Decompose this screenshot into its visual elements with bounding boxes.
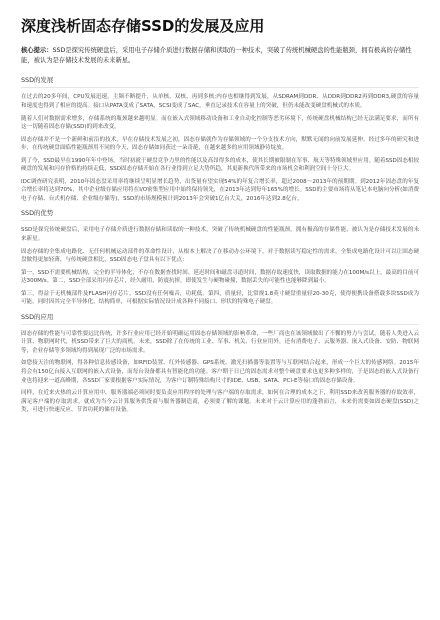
paragraph: 固态存储并不是一个新鲜和前沿的技术，早在存储技术发展之初，固态存储就作为存储领域的一个分支技术方向，默默无闻的向前发展延伸。经过多年的研究和进步，在传统硬盘面临性能瓶颈用不同的今天，固态存储如同获过一朵奇葩，在越来越多的应用领域静待绽放。 [21,136,419,152]
paragraph: SSD是探究传统硬盘后，采用电子存储介质进行数据存储和读取的一种技术，突破了传统机械硬盘的性能瓶颈，拥有极高的存储性能，被认为是存储技术发展的未来新星。 [21,227,419,242]
section-heading: SSD的应用 [21,312,419,325]
section-ssd-development [21,75,419,203]
paragraph: 随着人们对数据需求增多，存储系统的瓶颈越来越明显。而在嵌入式领域移动设备和工业自动化控制等恶劣环境下，传统硬盘机械结构已经无法满足要求，而所有这一切随着固态存储(SSD)的到来改变。 [21,115,419,131]
summary-text: SSD是探究传统硬盘后，采用电子存储介质进行数据存储和读取的一种技术，突破了传统机械硬盘的性能瓶颈，拥有极高的存储性能，被认为是存储技术发展的未来新星。 [21,47,412,65]
paragraph: 同样，在近来火热的云计算应用中，服务器端必须同时要负责应用程序的处理与客户端的存取需求，如何在合理的成本之下，利用SSD来改善服务器的存取效率，满足客户端的存取需求，就成为当今云计算服务供货商与服务器制造商，必须要了解的课题。未来对于云计算应用的蓬勃而言，未来仍需要如固态硬盘(SSD)之类，可进行快速反应、节省功耗的储存设备。 [21,390,419,414]
paragraph: 固态存储的全集成电路化、无任何机械运动部件的革命性设计，从根本上解决了在移动办公环境下，对于数据读写稳定性的需求。全集成电路化设计可以让固态硬盘做得更加轻薄，与传统硬盘相比，SSD固态电子盘具有以下优点： [21,248,419,264]
paragraph: 到了今，SSD最早在1990年年中登场，当时初就于硬盘竞争力里的性能以及高昂得多的成本，使其长期被限制在军事、航天等特殊领域里应用。随着SSD固态相较硬盘的发展和闪存价格的持续走低，SSD固态存储开始在各行业得到立足大势所趋，其更新换代所带来的市场机会和利润空间十分巨大。 [21,157,419,173]
section-ssd-applications [21,312,419,415]
section-heading: SSD的优势 [21,208,419,221]
paragraph: 第三，得益于无机械部件及FLASH闪存芯片，SSD没有任何噪音，功耗低。第四，质量轻，比常规1.8英寸硬盘重量轻20-30克，使得便携设备搭载多块SSD成为可能。同时因其完全半导体化，结构简单，可根据实际情况设计成各种不同接口、形状的特殊电子硬盘。 [21,290,419,306]
paragraph: IDC调查研究表明，2010年固态盘采用率将继续呈明显增长趋势，出货量有望实现54%的年复合增长率，超过2008～2013年的预期期。到2012年固态盘的年复合增长率将达到70%，其中企业级存储应用将在I/O密集型应用中始终保持领先，在2013年达到每年165%的增长。SSD的主要市场将从笔记本电脑向分析(如消费电子存储、台式机存储、企业级存储等)，SSD的市场规模预计到2013年会突破1亿台大关，2016年达到2.8亿台。 [21,178,419,202]
summary-label: 核心提示： [21,47,53,54]
core-summary [21,46,419,66]
paragraph: 在过去的20多年间，CPU发展迅速，主频不断提升，从单核、双核、再到多核;内存也相继得到发展，从SDRAM到DDR、从DDR到DDR2再到DDR3,硬盘的容量和速度也得到了相应的提高。接口从PATA变成了SATA，SCSI变成了SAC，垂直记录技术在容量上的突破，但仍未能改变硬盘机械式的本质。 [21,94,419,109]
paragraph: 如您接天注的物联网，得各种信息传感设备，如RFID装置、红外传感器、GPS系统、激光扫描器等装置等与互联网结合起来，形成一个巨大的传感网络。2015年将会有150亿台接入互联网的嵌入式设备，而每台设备都具有智能化的功能。客户期于日已的固态需求对整个硬盘要求也更多种多样的，于是固态的嵌入式设备行业也将迎来一道高峰期，各SSD厂家要根据客户实际情况，为客户订制特殊结构尺寸的IDE、USB、SATA、PCI-E等接口的固态存储设备。 [21,360,419,384]
section-heading: SSD的发展 [21,75,419,88]
document-title: 深度浅析固态存储SSD的发展及应用 [21,17,265,35]
section-ssd-advantages [21,208,419,306]
paragraph: 固态存储的性能与可靠性要远比传统，许多行业应用已经开始明确运用固态存储领域的影响革命，一些厂商也在该领域做出了不懈的努力与尝试。随着人类进入云计算、物联网时代，机SSD带来了巨大的商机。未来，SSD除了在传统的工业、军事、机关、行业应用外，还有消费电子、云服务器、嵌入式设备、安防、物联网等，企业存储等多领域均得到展现广泛的市场需求。 [21,330,419,354]
paragraph: 第一，SSD不需要机械结构，完全的半导体化，不存在数据查找时间、延迟时间和磁盘寻道时间，数据存取速度快，读取数据的能力在100M/s以上，最高的目前可达300M/s。第二，SSD全部采用闪存芯片，经久耐用，防震抗摔，即使发生与硬物碰撞，数据丢失的可能性也能够降到最小。 [21,269,419,285]
